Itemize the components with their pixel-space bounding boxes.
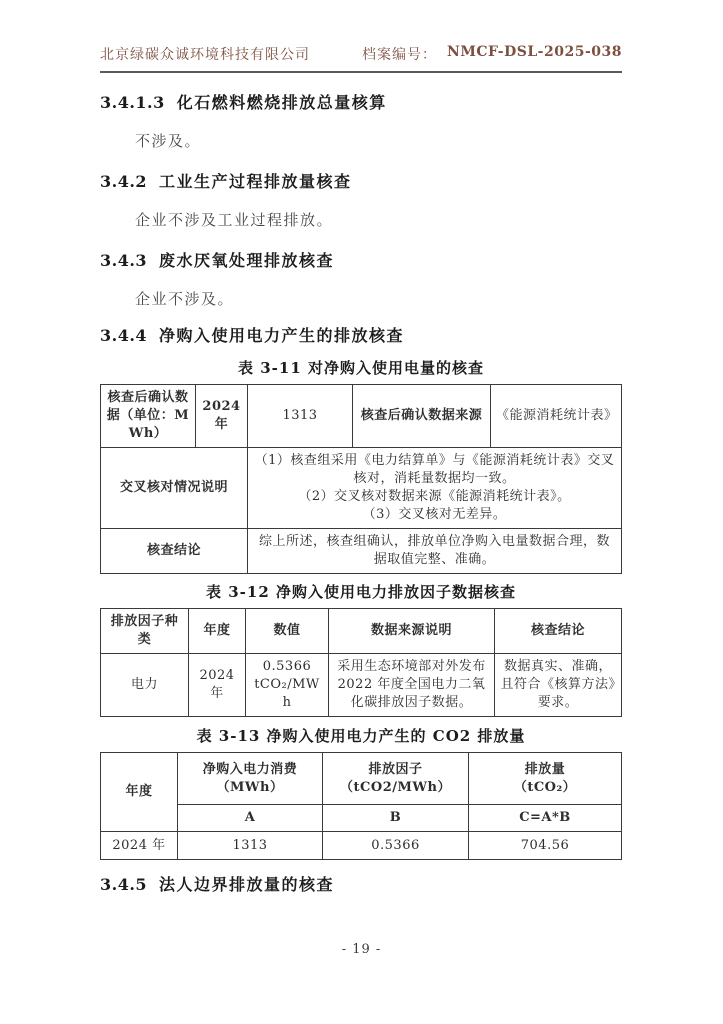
- page-header: [100, 44, 622, 73]
- source-cell: 采用生态环境部对外发布 2022 年度全国电力二氧化碳排放因子数据。: [329, 654, 495, 717]
- factor-unit: tCO₂/MWh: [254, 677, 320, 710]
- emission-cell: 704.56: [469, 832, 622, 860]
- section-heading-3413: [100, 92, 622, 114]
- header-conclusion: 核查结论: [495, 609, 622, 654]
- table-row: [101, 385, 622, 448]
- section-title: 工业生产过程排放量核查: [159, 172, 352, 191]
- table-3-12-title: 表 3-12 净购入使用电力排放因子数据核查: [206, 583, 516, 601]
- factor-value-cell: [246, 654, 329, 717]
- table-3-12: [100, 608, 622, 717]
- data-source-label: 核查后确认数据来源: [353, 385, 491, 448]
- factor-cell: 0.5366: [323, 832, 469, 860]
- section-number: 3.4.5: [100, 875, 148, 894]
- section-number: 3.4.3: [100, 251, 148, 270]
- header-value: 数值: [246, 609, 329, 654]
- factor-value: 0.5366: [262, 659, 312, 674]
- section-number: 3.4.4: [100, 326, 148, 345]
- section-body-342: 企业不涉及工业过程排放。: [135, 211, 334, 229]
- section-body-3413: 不涉及。: [135, 132, 202, 150]
- header-emission-name: 排放量: [524, 761, 566, 777]
- header-year: 年度: [189, 609, 246, 654]
- page-number: - 19 -: [341, 942, 382, 957]
- formula-row: [101, 805, 622, 832]
- table-3-13-title: 表 3-13 净购入使用电力产生的 CO2 排放量: [196, 727, 526, 745]
- section-title: 净购入使用电力产生的排放核查: [159, 326, 405, 345]
- section-heading-343: [100, 250, 622, 272]
- table-3-13: [100, 752, 622, 860]
- crosscheck-cell: [248, 448, 622, 529]
- header-emission-unit: （tCO₂）: [513, 779, 577, 795]
- archive-label: 档案编号：: [362, 47, 438, 63]
- formula-b: B: [323, 805, 469, 832]
- header-year: 年度: [101, 753, 178, 832]
- header-factor-name: 排放因子: [368, 761, 423, 777]
- header-consumption: [178, 753, 323, 805]
- consumption-cell: 1313: [178, 832, 323, 860]
- section-number: 3.4.1.3: [100, 93, 165, 112]
- crosscheck-line-2: （2）交叉核对数据来源《能源消耗统计表》。: [298, 489, 571, 504]
- formula-a: A: [178, 805, 323, 832]
- archive-number: NMCF-DSL-2025-038: [447, 44, 622, 60]
- archive-info: [362, 44, 622, 64]
- year-cell: 2024 年: [189, 654, 246, 717]
- section-heading-345: [100, 874, 622, 896]
- table-row: [101, 448, 622, 529]
- data-source-cell: 《能源消耗统计表》: [491, 385, 622, 448]
- table-header-row: [101, 753, 622, 805]
- header-factor: [323, 753, 469, 805]
- formula-c: C=A*B: [469, 805, 622, 832]
- crosscheck-label: 交叉核对情况说明: [101, 448, 248, 529]
- table-row: [101, 529, 622, 574]
- crosscheck-line-1: （1）核查组采用《电力结算单》与《能源消耗统计表》交叉核对，消耗量数据均一致。: [254, 453, 615, 486]
- confirmed-value-cell: 1313: [248, 385, 353, 448]
- conclusion-label: 核查结论: [101, 529, 248, 574]
- table-row: [101, 832, 622, 860]
- table-3-11-title: 表 3-11 对净购入使用电量的核查: [238, 359, 484, 377]
- header-emission: [469, 753, 622, 805]
- conclusion-cell: 综上所述，核查组确认，排放单位净购入电量数据合理，数据取值完整、准确。: [248, 529, 622, 574]
- section-title: 废水厌氧处理排放核查: [159, 251, 335, 270]
- conclusion-cell: 数据真实、准确，且符合《核算方法》要求。: [495, 654, 622, 717]
- header-consumption-name: 净购入电力消费: [202, 761, 298, 777]
- section-title: 法人边界排放量的核查: [159, 875, 335, 894]
- table-row: [101, 654, 622, 717]
- section-title: 化石燃料燃烧排放总量核算: [176, 93, 387, 112]
- header-source: 数据来源说明: [329, 609, 495, 654]
- factor-type-cell: 电力: [101, 654, 189, 717]
- table-header-row: [101, 609, 622, 654]
- header-factor-unit: （tCO2/MWh）: [340, 779, 451, 795]
- header-factor-type: 排放因子种类: [101, 609, 189, 654]
- table-3-11: [100, 384, 622, 574]
- section-number: 3.4.2: [100, 172, 148, 191]
- company-name: 北京绿碳众诚环境科技有限公司: [100, 47, 310, 63]
- year-cell: 2024 年: [101, 832, 178, 860]
- section-heading-342: [100, 171, 622, 193]
- section-heading-344: [100, 325, 622, 347]
- year-cell: 2024 年: [196, 385, 248, 448]
- header-consumption-unit: （MWh）: [216, 779, 284, 795]
- crosscheck-line-3: （3）交叉核对无差异。: [362, 507, 507, 522]
- confirmed-data-label: 核查后确认数据（单位：MWh）: [101, 385, 196, 448]
- section-body-343: 企业不涉及。: [135, 290, 235, 308]
